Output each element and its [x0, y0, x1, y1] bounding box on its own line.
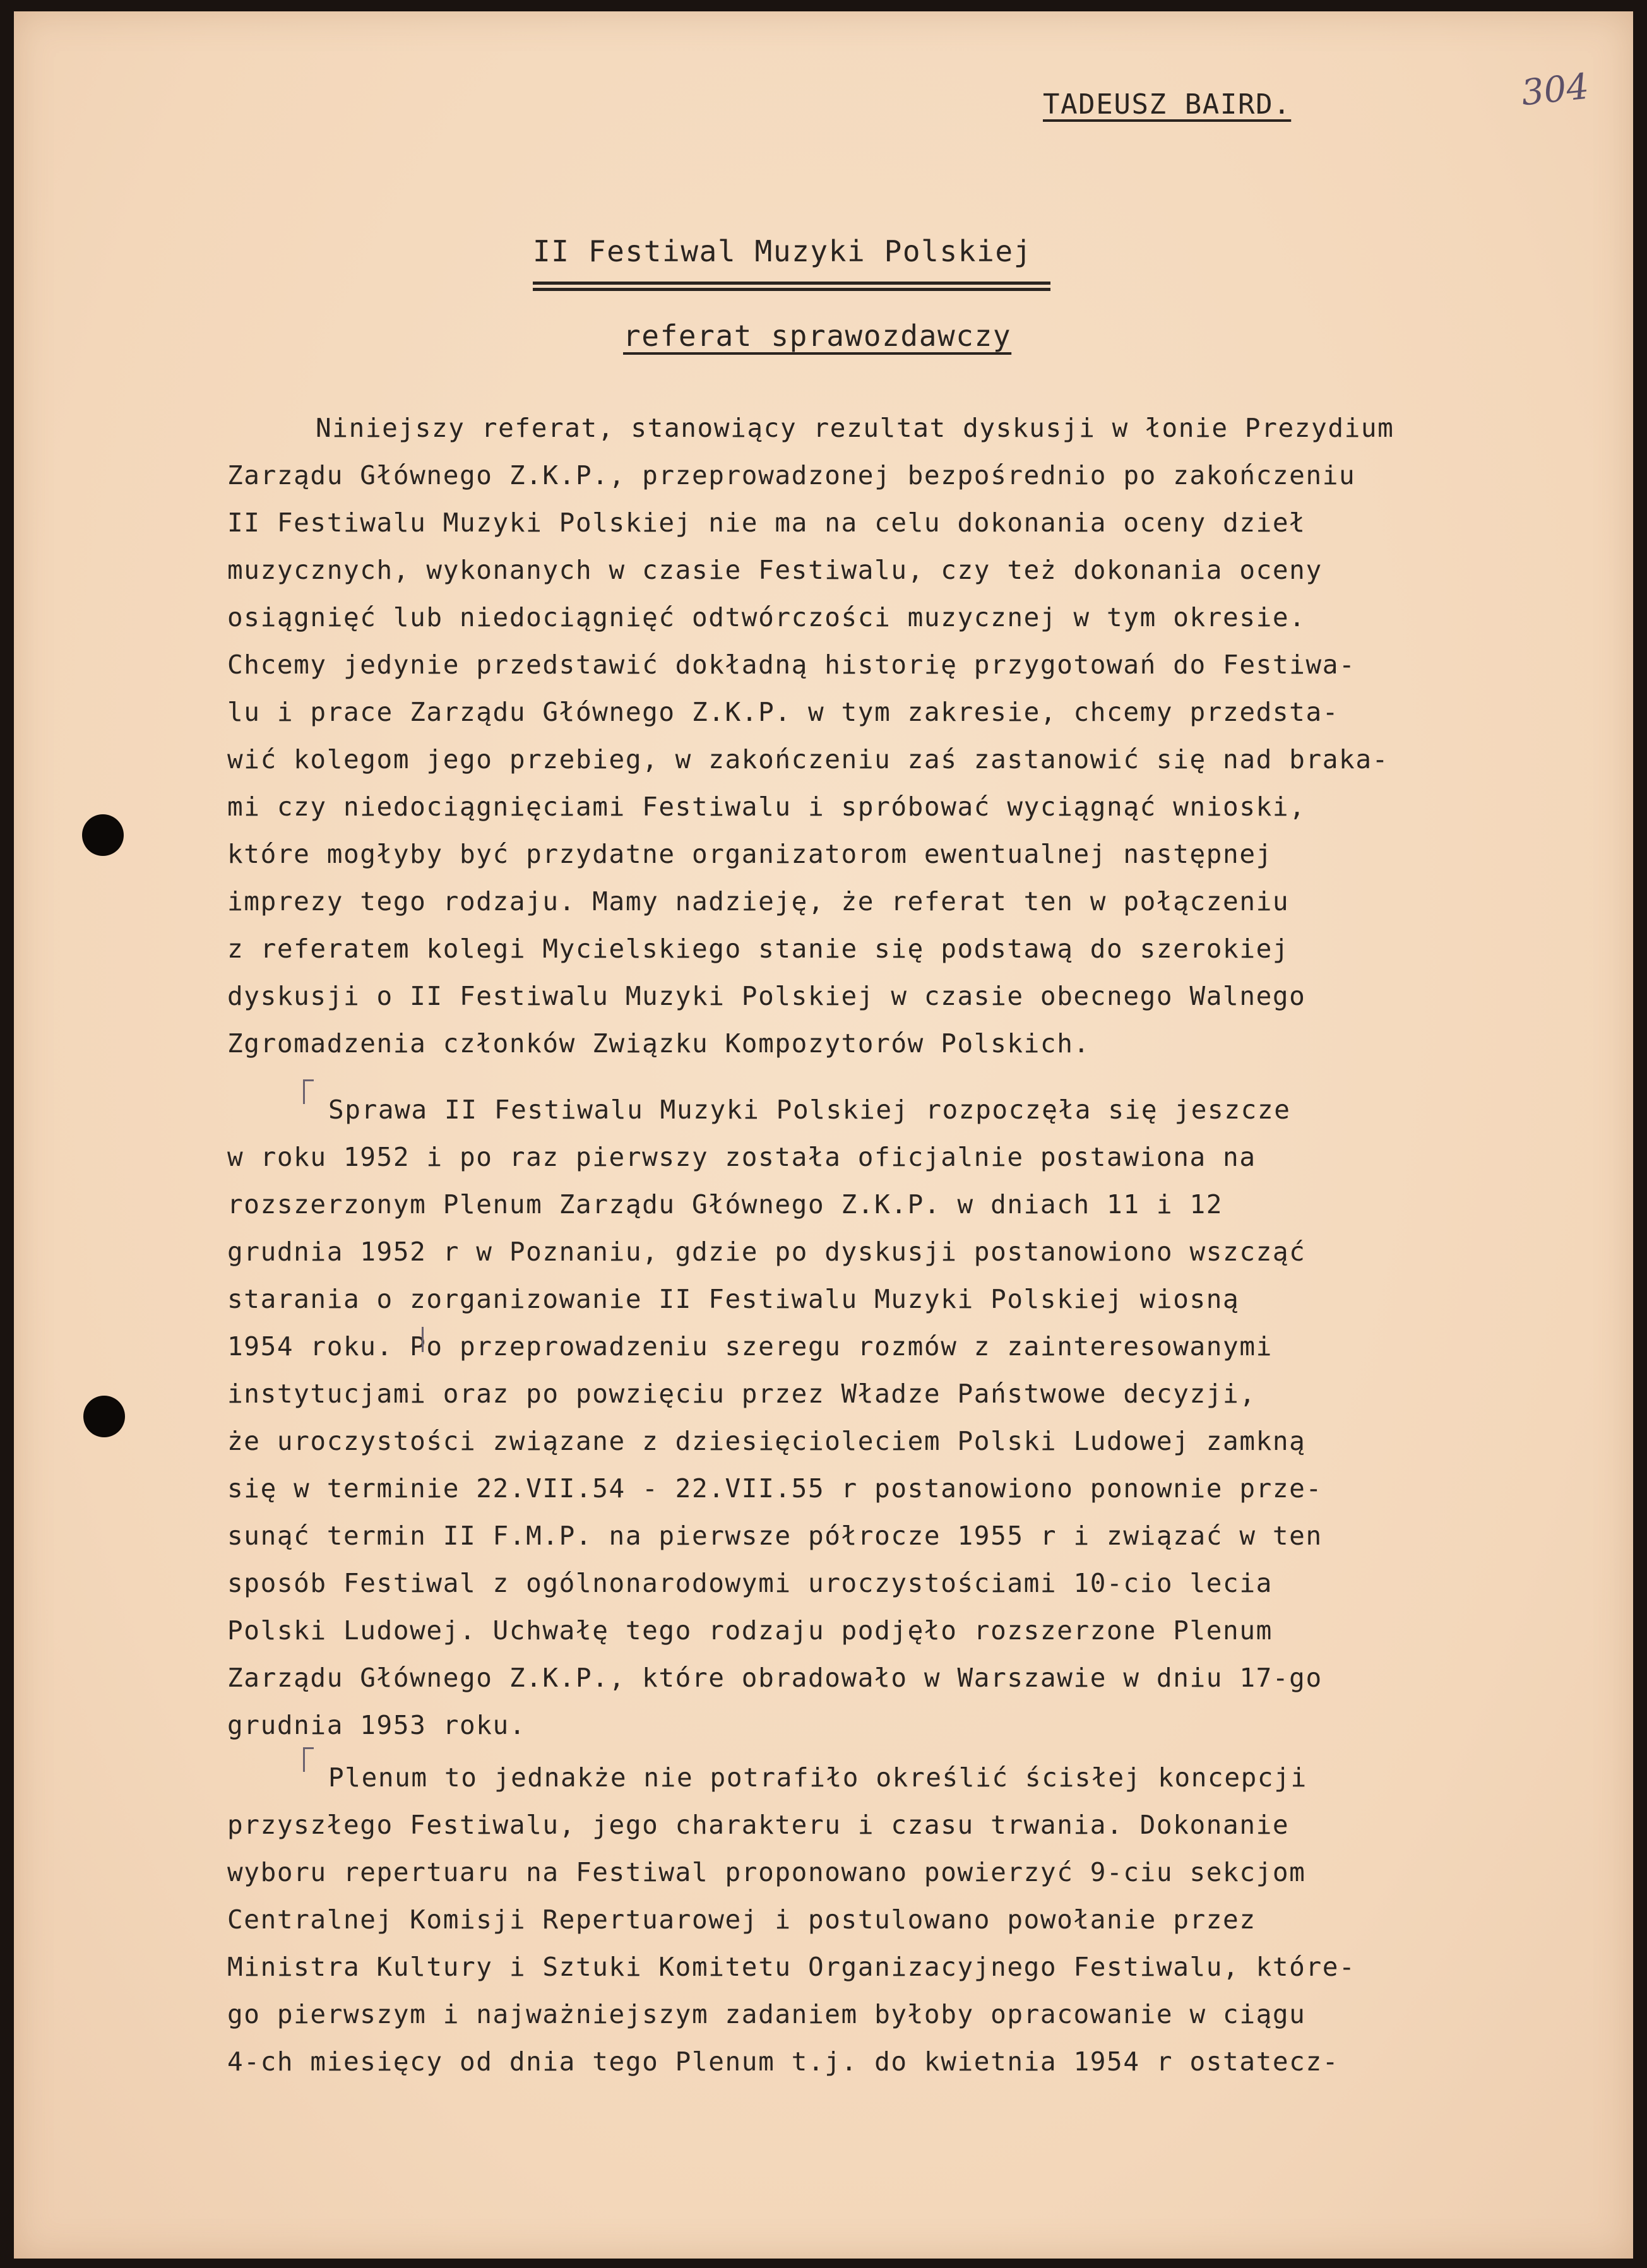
text-line: osiągnięć lub niedociągnięć odtwórczości muzycznej w tym okresie. — [227, 602, 1306, 632]
pencil-bracket-mark — [415, 1327, 424, 1352]
text-line: Chcemy jedynie przedstawić dokładną historię przygotowań do Festiwa- — [227, 650, 1356, 680]
text-line: 4-ch miesięcy od dnia tego Plenum t.j. do kwietnia 1954 r ostatecz- — [227, 2046, 1340, 2077]
text-line: Polski Ludowej. Uchwałę tego rodzaju podjęło rozszerzone Plenum — [227, 1615, 1273, 1646]
author-name: TADEUSZ BAIRD. — [1043, 88, 1292, 121]
text-line: dyskusji o II Festiwalu Muzyki Polskiej w czasie obecnego Walnego — [227, 981, 1306, 1011]
text-line: Zgromadzenia członków Związku Kompozytorów Polskich. — [227, 1028, 1090, 1059]
text-line: wić kolegom jego przebieg, w zakończeniu zaś zastanowić się nad braka- — [227, 744, 1389, 775]
punch-hole-bottom — [83, 1396, 125, 1437]
text-line: że uroczystości związane z dziesięcioleciem Polski Ludowej zamkną — [227, 1426, 1306, 1456]
text-line: instytucjami oraz po powzięciu przez Władze Państwowe decyzji, — [227, 1379, 1256, 1409]
text-line: Plenum to jednakże nie potrafiło określić ścisłej koncepcji — [328, 1762, 1307, 1793]
text-line: w roku 1952 i po raz pierwszy została oficjalnie postawiona na — [227, 1142, 1256, 1172]
text-line: muzycznych, wykonanych w czasie Festiwalu, czy też dokonania oceny — [227, 555, 1323, 585]
document-title: II Festiwal Muzyki Polskiej — [533, 234, 1032, 268]
title-underline — [533, 282, 1050, 285]
text-line: Niniejszy referat, stanowiący rezultat dyskusji w łonie Prezydium — [316, 413, 1394, 443]
document-subtitle: referat sprawozdawczy — [623, 319, 1012, 353]
text-line: sposób Festiwal z ogólnonarodowymi uroczystościami 10-cio lecia — [227, 1568, 1273, 1598]
punch-hole-top — [82, 814, 124, 856]
text-line: Zarządu Głównego Z.K.P., które obradowało w Warszawie w dniu 17-go — [227, 1663, 1323, 1693]
text-line: grudnia 1952 r w Poznaniu, gdzie po dyskusji postanowiono wszcząć — [227, 1237, 1306, 1267]
title-underline-second — [533, 288, 1050, 291]
pencil-bracket-mark — [303, 1747, 314, 1772]
text-line: z referatem kolegi Mycielskiego stanie się podstawą do szerokiej — [227, 934, 1290, 964]
text-line: starania o zorganizowanie II Festiwalu Muzyki Polskiej wiosną — [227, 1284, 1240, 1314]
text-line: go pierwszym i najważniejszym zadaniem byłoby opracowanie w ciągu — [227, 1999, 1306, 2029]
text-line: Centralnej Komisji Repertuarowej i postulowano powołanie przez — [227, 1904, 1256, 1935]
text-line: Sprawa II Festiwalu Muzyki Polskiej rozpoczęła się jeszcze — [328, 1095, 1291, 1125]
text-line: przyszłego Festiwalu, jego charakteru i czasu trwania. Dokonanie — [227, 1810, 1290, 1840]
text-line: grudnia 1953 roku. — [227, 1710, 526, 1740]
text-line: 1954 roku. Po przeprowadzeniu szeregu rozmów z zainteresowanymi — [227, 1331, 1273, 1362]
text-line: rozszerzonym Plenum Zarządu Głównego Z.K.P. w dniach 11 i 12 — [227, 1189, 1223, 1220]
text-line: się w terminie 22.VII.54 - 22.VII.55 r postanowiono ponownie prze- — [227, 1473, 1323, 1504]
document-page — [14, 11, 1633, 2259]
text-line: wyboru repertuaru na Festiwal proponowano powierzyć 9-ciu sekcjom — [227, 1857, 1306, 1887]
pencil-bracket-mark — [303, 1079, 314, 1104]
text-line: mi czy niedociągnięciami Festiwalu i spróbować wyciągnąć wnioski, — [227, 792, 1306, 822]
text-line: imprezy tego rodzaju. Mamy nadzieję, że referat ten w połączeniu — [227, 886, 1290, 917]
text-line: II Festiwalu Muzyki Polskiej nie ma na celu dokonania oceny dzieł — [227, 508, 1306, 538]
text-line: które mogłyby być przydatne organizatorom ewentualnej następnej — [227, 839, 1273, 869]
handwritten-page-number: 304 — [1519, 66, 1591, 114]
text-line: sunąć termin II F.M.P. na pierwsze półrocze 1955 r i związać w ten — [227, 1521, 1323, 1551]
text-line: lu i prace Zarządu Głównego Z.K.P. w tym zakresie, chcemy przedsta- — [227, 697, 1340, 727]
text-line: Ministra Kultury i Sztuki Komitetu Organizacyjnego Festiwalu, które- — [227, 1952, 1356, 1982]
text-line: Zarządu Głównego Z.K.P., przeprowadzonej bezpośrednio po zakończeniu — [227, 460, 1356, 490]
